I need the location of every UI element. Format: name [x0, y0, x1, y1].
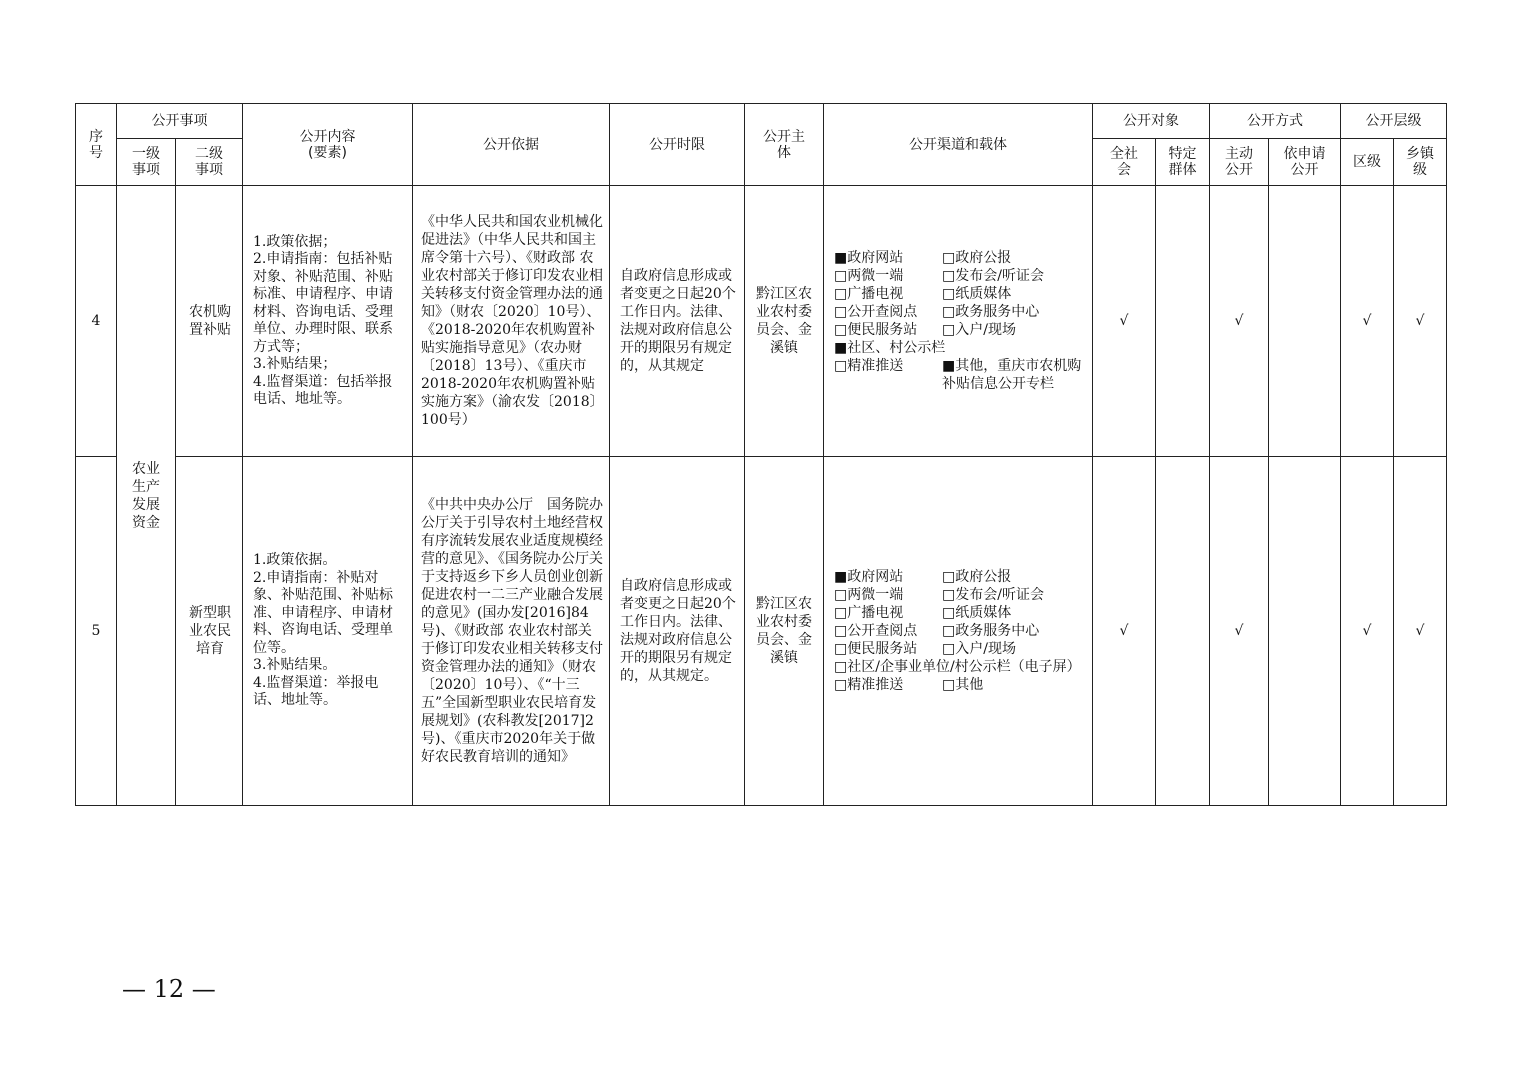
row-level-district: √ — [1341, 457, 1394, 806]
row-target-specific — [1156, 186, 1210, 457]
row-level2: 新型职业农民培育 — [176, 457, 243, 806]
row-basis: 《中共中央办公厅 国务院办公厅关于引导农村土地经营权有序流转发展农业适度规模经营的意见》、《国务院办公厅关于支持返乡下乡人员创业创新促进农村一二三产业融合发展的意见》(国办发[2016]84号)、《财政部 农业农村部关于修订印发农业相关转移支付资金管理办法的通知》（财农〔2020〕10号）、《“十三五”全国新型职业农民培育发展规划》(农科教发[2017]2号)、《重庆市2020年关于做好农民教育培训的通知》 — [413, 457, 610, 806]
header-method-apply: 依申请公开 — [1269, 139, 1341, 186]
header-level2: 二级事项 — [176, 139, 243, 186]
header-basis: 公开依据 — [413, 104, 610, 186]
header-subject: 公开主体 — [745, 104, 824, 186]
header-level-town: 乡镇级 — [1394, 139, 1447, 186]
row-content: 1.政策依据。 2.申请指南：补贴对象、补贴范围、补贴标准、申请程序、申请材料、咨询电话、受理单位等。 3.补贴结果。 4.监督渠道：举报电话、地址等。 — [243, 457, 413, 806]
row-target-all: √ — [1093, 186, 1156, 457]
row-method-active: √ — [1210, 457, 1269, 806]
header-time-limit: 公开时限 — [610, 104, 745, 186]
header-method: 公开方式 — [1210, 104, 1341, 139]
row-seq: 4 — [76, 186, 117, 457]
header-content: 公开内容 (要素) — [243, 104, 413, 186]
row-time-limit: 自政府信息形成或者变更之日起20个工作日内。法律、法规对政府信息公开的期限另有规定的，从其规定 — [610, 186, 745, 457]
row-method-apply — [1269, 457, 1341, 806]
table-row — [76, 457, 1447, 806]
row-level-town: √ — [1394, 457, 1447, 806]
header-level: 公开层级 — [1341, 104, 1447, 139]
header-target: 公开对象 — [1093, 104, 1210, 139]
row-seq: 5 — [76, 457, 117, 806]
header-method-active: 主动公开 — [1210, 139, 1269, 186]
header-channel: 公开渠道和载体 — [824, 104, 1093, 186]
row-level2: 农机购置补贴 — [176, 186, 243, 457]
row-time-limit: 自政府信息形成或者变更之日起20个工作日内。法律、法规对政府信息公开的期限另有规定的，从其规定。 — [610, 457, 745, 806]
page-number: — 12 — — [122, 975, 216, 1003]
row-basis: 《中华人民共和国农业机械化促进法》（中华人民共和国主席令第十六号）、《财政部 农业农村部关于修订印发农业相关转移支付资金管理办法的通知》（财农〔2020〕10号）、《2018-2020年农机购置补贴实施指导意见》（农办财〔2018〕13号）、《重庆市2018-2020年农机购置补贴实施方案》（渝农发〔2018〕100号） — [413, 186, 610, 457]
header-level-district: 区级 — [1341, 139, 1394, 186]
table-row — [76, 186, 1447, 457]
row-content: 1.政策依据； 2.申请指南：包括补贴对象、补贴范围、补贴标准、申请程序、申请材料、咨询电话、受理单位、办理时限、联系方式等； 3.补贴结果； 4.监督渠道：包括举报电话、地址等。 — [243, 186, 413, 457]
row-channels: ■政府网站 □政府公报 □两微一端 □发布会/听证会 □广播电视 □纸质媒体 □公开查阅点 □政务服务中心 □便民服务站 □入户/现场 □社区/企事业单位/村公示栏（电子屏） □精准推送 □其他 — [824, 457, 1093, 806]
row-target-all: √ — [1093, 457, 1156, 806]
row-method-active: √ — [1210, 186, 1269, 457]
header-matters: 公开事项 — [117, 104, 243, 139]
level1-item-cell: 农业生产发展资金 — [117, 186, 176, 806]
row-method-apply — [1269, 186, 1341, 457]
header-target-specific: 特定群体 — [1156, 139, 1210, 186]
header-seq: 序号 — [76, 104, 117, 186]
row-channels: ■政府网站 □政府公报 □两微一端 □发布会/听证会 □广播电视 □纸质媒体 □公开查阅点 □政务服务中心 □便民服务站 □入户/现场 ■社区、村公示栏 □精准推送 ■其他，重庆市农机购补贴信息公开专栏 — [824, 186, 1093, 457]
row-subject: 黔江区农业农村委员会、金溪镇 — [745, 457, 824, 806]
header-level1: 一级事项 — [117, 139, 176, 186]
disclosure-table — [75, 103, 1447, 806]
row-level-district: √ — [1341, 186, 1394, 457]
header-target-all: 全社会 — [1093, 139, 1156, 186]
row-target-specific — [1156, 457, 1210, 806]
row-level-town: √ — [1394, 186, 1447, 457]
row-subject: 黔江区农业农村委员会、金溪镇 — [745, 186, 824, 457]
